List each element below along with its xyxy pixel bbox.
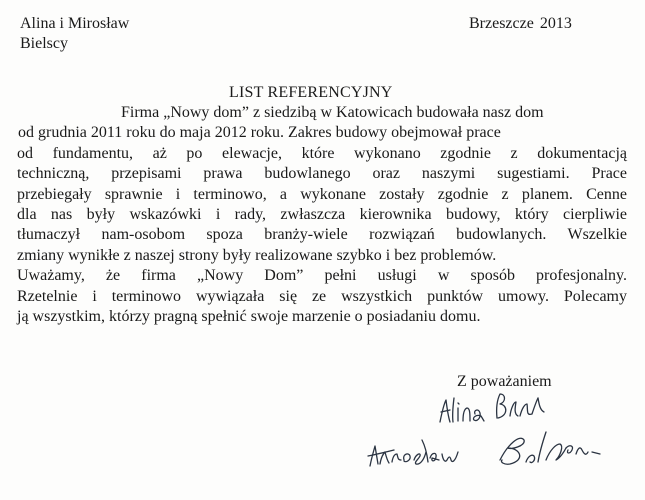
place-and-date: Brzeszcze 2013 (469, 15, 572, 32)
signature-miroslaw (368, 432, 600, 466)
closing-salutation: Z poważaniem (457, 373, 552, 390)
signatures-block (360, 390, 630, 490)
body-line: przebiegały sprawnie i terminowo, a wykonane zostały zgodnie z planem. Cenne (17, 185, 627, 203)
body-line: tłumaczył nam-osobom spoza branży-wiele rozwiązań budowlanych. Wszelkie (17, 226, 627, 244)
body-line: techniczną, przepisami prawa budowlanego oraz naszymi sugestiami. Prace (17, 165, 627, 183)
letter-body (17, 103, 627, 327)
sender-block (20, 14, 129, 54)
body-line: od grudnia 2011 roku do maja 2012 roku. Zakres budowy obejmował prace (18, 124, 501, 142)
letter-title: LIST REFERENCYJNY (229, 84, 393, 101)
body-line: zmiany wynikłe z naszej strony były realizowane szybko i bez problemów. (17, 246, 497, 264)
signature-alina (440, 394, 544, 422)
sender-surname: Bielscy (20, 35, 68, 52)
body-line: Uważamy, że firma „Nowy Dom” pełni usługi w sposób profesjonalny. (17, 267, 627, 285)
handwritten-signatures (360, 390, 630, 490)
body-line: od fundamentu, aż po elewacje, które wykonano zgodnie z dokumentacją (17, 144, 627, 162)
body-line: dla nas były wskazówki i rady, zwłaszcza kierownika budowy, który cierpliwie (17, 206, 627, 224)
sender-names: Alina i Mirosław (20, 15, 130, 32)
body-line: Rzetelnie i terminowo wywiązała się ze wszystkich punktów umowy. Polecamy (17, 287, 627, 305)
body-line: Firma „Nowy dom” z siedzibą w Katowicach budowała nasz dom (121, 104, 544, 121)
body-line: ją wszystkim, którzy pragną spełnić swoje marzenie o posiadaniu domu. (17, 308, 481, 326)
